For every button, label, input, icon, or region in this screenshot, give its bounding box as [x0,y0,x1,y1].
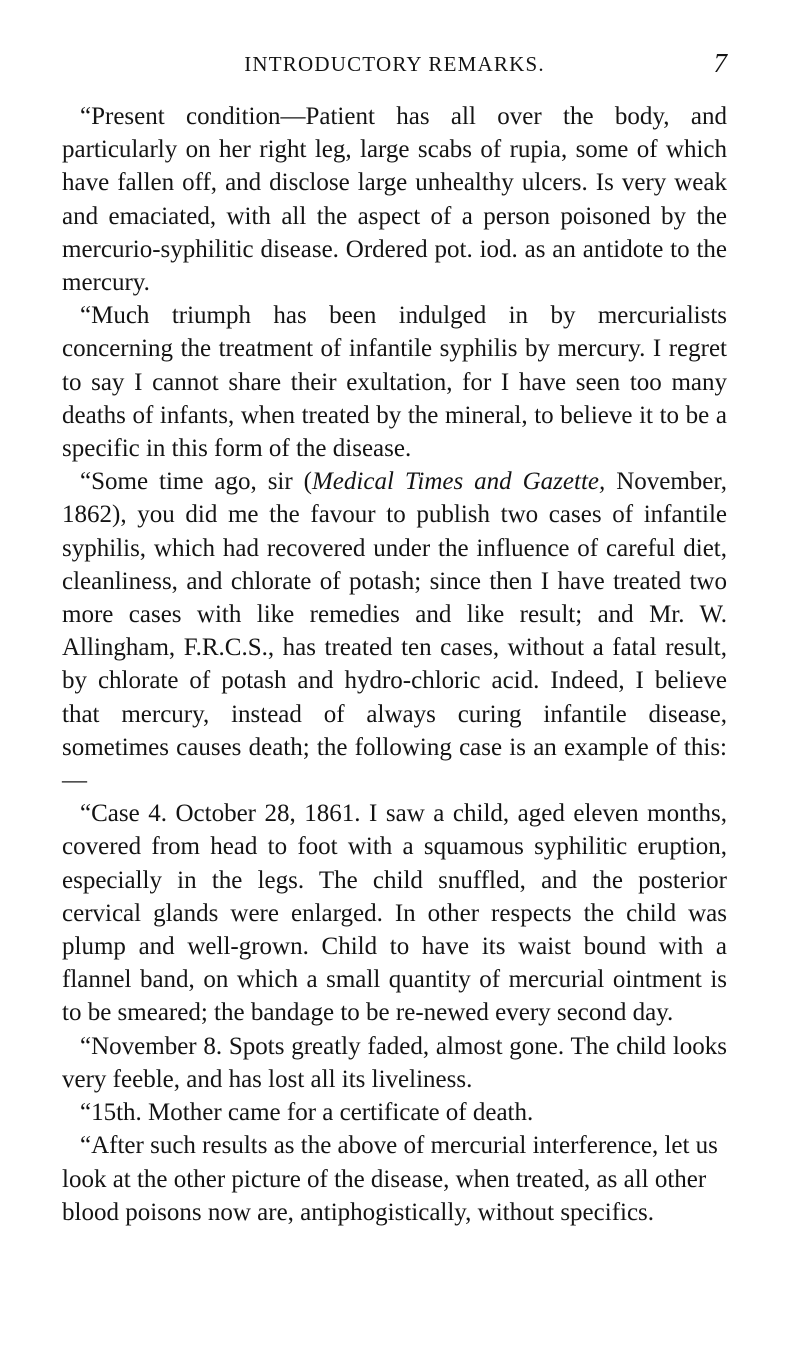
page-number: 7 [713,48,727,78]
running-title: INTRODUCTORY REMARKS. [244,52,545,76]
running-head [62,48,727,82]
paragraph-case-4: “Case 4. October 28, 1861. I saw a child, aged eleven months, covered from head to foot with a squamous syphilitic eruption, especially in the legs. The child snuffled, and the posterior cervical glands were enlarged. In other respects the child was plump and well-grown. Child to have its waist bound with a flannel band, on which a small quantity of mercurial ointment is to be smeared; the bandage to be re-newed every second day. [62,800,727,1027]
paragraph-lead-text: “Some time ago, sir ( [80,468,312,496]
body-text [62,100,727,1229]
journal-title: Medical Times and Gazette, [311,468,606,496]
paragraph-mercurialists: “Much triumph has been indulged in by mercurialists concerning the treatment of infantile syphilis by mercury. I regret to say I cannot share their exultation, for I have seen too many deaths of infants, when treated by the mineral, to believe it to be a specific in this form of the disease. [62,302,727,463]
paragraph-present-condition: “Present condition—Patient has all over the body, and particularly on her right leg, large scabs of rupia, some of which have fallen off, and disclose large unhealthy ulcers. Is very weak and emaciated, with all the aspect of a person poisoned by the mercurio-syphilitic disease. Ordered pot. iod. as an antidote to the mercury. [62,103,727,297]
paragraph-november-8: “November 8. Spots greatly faded, almost gone. The child looks very feeble, and has lost all its liveliness. [62,1032,727,1093]
paragraph-after-such-results: “After such results as the above of mercurial interference, let us look at the other picture of the disease, when treated, as all other blood poisons now are, antiphogistically, without specifics. [62,1132,718,1226]
paragraph-rest-text: November, 1862), you did me the favour to publish two cases of infantile syphilis, which had recovered under the influence of careful diet, cleanliness, and chlorate of potash; since then I have treated two more cases with like remedies and like result; and Mr. W. Allingham, F.R.C.S., has treated ten cases, without a fatal result, by chlorate of potash and hydro-chloric acid. Indeed, I believe that mercury, instead of always curing infantile disease, sometimes causes death; the following case is an example of this:— [62,468,727,795]
paragraph-15th: “15th. Mother came for a certificate of death. [80,1099,534,1127]
paragraph-some-time-ago [62,465,727,797]
